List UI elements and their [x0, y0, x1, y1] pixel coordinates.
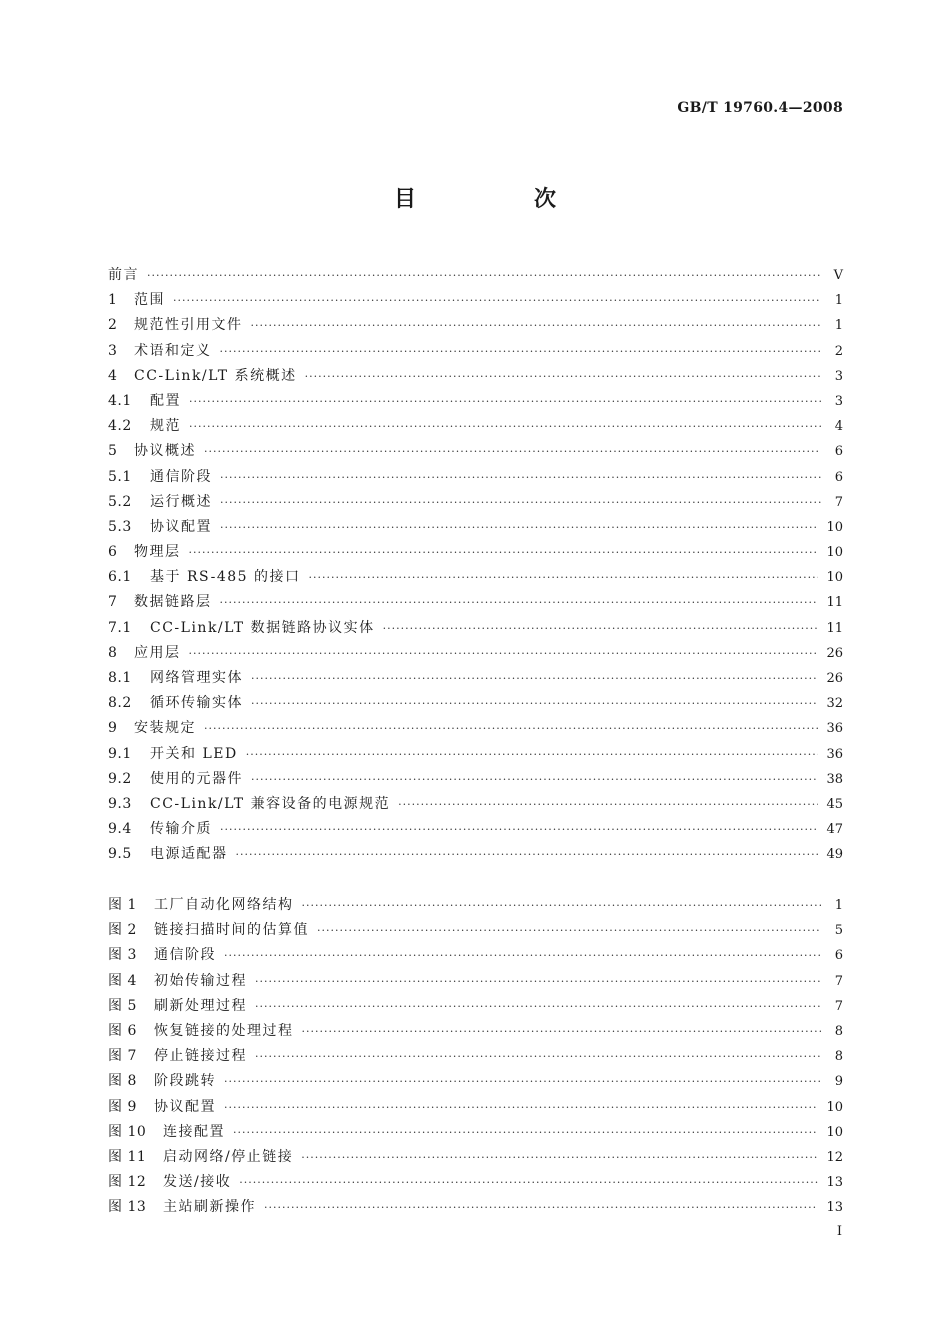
toc-entry[interactable] — [108, 667, 843, 692]
toc-entry-title: CC-Link/LT 兼容设备的电源规范 — [150, 795, 391, 812]
toc-figure-entry[interactable] — [108, 1121, 843, 1146]
toc-entry-title: 网络管理实体 — [150, 670, 243, 686]
toc-leader-dots — [189, 546, 819, 559]
toc-entry-title: 刷新处理过程 — [154, 997, 247, 1014]
toc-entry-number: 9.1 — [108, 745, 132, 762]
page-title: 目 次 — [393, 186, 604, 212]
toc-leader-dots — [251, 672, 818, 685]
toc-figure-entry[interactable] — [108, 1171, 843, 1196]
toc-entry-page: 9 — [834, 1074, 843, 1090]
toc-entry-number: 图 13 — [108, 1199, 147, 1216]
toc-leader-dots — [255, 975, 821, 988]
standard-code: GB/T 19760.4—2008 — [677, 100, 843, 116]
toc-entry-page: 11 — [826, 620, 843, 636]
toc-entry-title: 安装规定 — [134, 720, 196, 737]
toc-figure-entry[interactable] — [108, 1020, 843, 1045]
toc-entry-page: 13 — [826, 1175, 843, 1191]
toc-entry-number: 7.1 — [108, 619, 132, 636]
toc-entry-page: 10 — [826, 519, 843, 535]
toc-entry[interactable] — [108, 466, 843, 491]
toc-entry-number: 5.3 — [108, 518, 132, 535]
toc-leader-dots — [239, 1176, 818, 1189]
toc-entry[interactable] — [108, 818, 843, 843]
toc-entry[interactable] — [108, 743, 843, 768]
toc-entry-number: 图 4 — [108, 972, 137, 989]
toc-entry-page: 26 — [826, 645, 843, 661]
toc-leader-dots — [220, 345, 822, 358]
toc-entry[interactable] — [108, 340, 843, 365]
toc-entry-page: 49 — [826, 847, 843, 863]
toc-leader-dots — [264, 1201, 818, 1214]
toc-entry-page: 3 — [834, 393, 843, 409]
toc-entry-number: 5.1 — [108, 468, 132, 485]
toc-entry-number: 图 2 — [108, 922, 137, 939]
toc-entry-page: 6 — [834, 469, 843, 485]
toc-entry-number: 6.1 — [108, 569, 132, 586]
toc-entry[interactable] — [108, 566, 843, 591]
toc-entry-title: 使用的元器件 — [150, 770, 243, 787]
toc-entry[interactable] — [108, 591, 843, 616]
toc-entry-page: 1 — [834, 293, 843, 309]
toc-entry-title: 范围 — [134, 292, 165, 309]
toc-entry-title: 阶段跳转 — [154, 1073, 216, 1090]
toc-entry-title: 术语和定义 — [134, 342, 212, 359]
toc-leader-dots — [383, 622, 819, 635]
toc-entry-page: 8 — [834, 1049, 843, 1065]
toc-entry[interactable] — [108, 692, 843, 717]
toc-entry-number: 图 7 — [108, 1048, 137, 1065]
toc-entry-title: 链接扫描时间的估算值 — [154, 922, 309, 939]
toc-entry-number: 图 11 — [108, 1148, 147, 1165]
toc-leader-dots — [302, 1025, 822, 1038]
toc-entry-title: 连接配置 — [163, 1123, 225, 1140]
toc-entry-page: 45 — [826, 796, 843, 812]
toc-entry-page: 26 — [826, 671, 843, 686]
toc-entry-number: 4.1 — [108, 392, 132, 409]
toc-leader-dots — [246, 748, 819, 761]
toc-leader-dots — [302, 899, 822, 912]
toc-leader-dots — [173, 294, 821, 307]
toc-figure-entry[interactable] — [108, 1196, 843, 1221]
toc-entry-title: 初始传输过程 — [154, 972, 247, 989]
toc-entry-page: 1 — [834, 318, 843, 334]
toc-entry-title: 开关和 LED — [150, 745, 238, 762]
toc-entry[interactable] — [108, 768, 843, 793]
toc-entry-number: 图 10 — [108, 1123, 147, 1140]
toc-entry-title: 应用层 — [134, 644, 181, 661]
page-number: I — [836, 1224, 842, 1239]
toc-entry-title: 运行概述 — [150, 493, 212, 510]
toc-entry-number: 图 1 — [108, 897, 137, 913]
toc-entry[interactable] — [108, 642, 843, 667]
toc-entry-page: 3 — [834, 368, 843, 384]
toc-entry-title: 协议概述 — [134, 443, 196, 460]
toc-entry-title: 循环传输实体 — [150, 695, 243, 712]
toc-entry-number: 图 9 — [108, 1098, 137, 1115]
toc-leader-dots — [236, 848, 819, 861]
toc-entry[interactable] — [108, 617, 843, 642]
toc-entry-page: 13 — [826, 1200, 843, 1216]
toc-entry-page: 1 — [834, 898, 843, 913]
toc-entry-number: 1 — [108, 292, 118, 309]
toc-entry-number: 8.1 — [108, 670, 132, 686]
toc-leader-dots — [305, 370, 821, 383]
toc-leader-dots — [251, 773, 818, 786]
toc-entry-title: 物理层 — [134, 544, 181, 561]
toc-leader-dots — [301, 1151, 818, 1164]
toc-entry-number: 9.5 — [108, 846, 132, 863]
toc-entry-title: 配置 — [150, 392, 181, 409]
toc-entry-page: 32 — [826, 696, 843, 712]
toc-leader-dots — [220, 471, 821, 484]
toc-entry-title: 恢复链接的处理过程 — [154, 1022, 294, 1039]
toc-entry-number: 9.3 — [108, 795, 132, 812]
toc-leader-dots — [204, 722, 818, 735]
toc-entry-number: 9.2 — [108, 770, 132, 787]
toc-leader-dots — [224, 1075, 821, 1088]
toc-entry-number: 5 — [108, 443, 118, 460]
toc-leader-dots — [224, 949, 821, 962]
toc-entry-page: 10 — [826, 1124, 843, 1140]
toc-leader-dots — [398, 798, 818, 811]
toc-entry-title: 协议配置 — [150, 518, 212, 535]
toc-entry[interactable] — [108, 289, 843, 314]
toc-entry-page: V — [833, 268, 843, 283]
toc-entry-page: 10 — [826, 570, 843, 586]
toc-entry-title: 前言 — [108, 267, 139, 283]
toc-entry[interactable] — [108, 516, 843, 541]
toc-figure-entry[interactable] — [108, 919, 843, 944]
toc-entry-title: CC-Link/LT 系统概述 — [134, 367, 297, 384]
toc-leader-dots — [189, 395, 821, 408]
toc-leader-dots — [224, 1101, 818, 1114]
toc-leader-dots — [189, 647, 819, 660]
toc-entry-page: 7 — [834, 998, 843, 1014]
toc-entry-number: 5.2 — [108, 493, 132, 510]
toc-entry-page: 10 — [826, 545, 843, 561]
toc-entry[interactable] — [108, 717, 843, 742]
toc-entry-number: 4 — [108, 367, 118, 384]
toc-entry-number: 6 — [108, 544, 118, 561]
toc-entry[interactable] — [108, 440, 843, 465]
toc-entry-title: 通信阶段 — [150, 468, 212, 485]
toc-entry-page: 6 — [834, 948, 843, 964]
toc-leader-dots — [309, 571, 819, 584]
toc-entry-title: 数据链路层 — [134, 594, 212, 611]
toc-entry[interactable] — [108, 793, 843, 818]
toc-entry-number: 4.2 — [108, 418, 132, 435]
toc-leader-dots — [255, 1000, 821, 1013]
toc-entry[interactable] — [108, 314, 843, 339]
toc-entry-title: 工厂自动化网络结构 — [154, 897, 294, 913]
toc-leader-dots — [220, 823, 818, 836]
toc-entry-number: 图 3 — [108, 947, 137, 964]
toc-entry-title: 启动网络/停止链接 — [163, 1148, 294, 1165]
toc-entry-title: 电源适配器 — [150, 846, 228, 863]
toc-leader-dots — [204, 445, 821, 458]
toc-leader-dots — [251, 319, 822, 332]
toc-entry-title: 发送/接收 — [163, 1174, 232, 1191]
toc-figure-entry[interactable] — [108, 1045, 843, 1070]
toc-figure-entry[interactable] — [108, 1096, 843, 1121]
toc-entry-page: 7 — [834, 494, 843, 510]
toc-entry-title: CC-Link/LT 数据链路协议实体 — [150, 619, 375, 636]
toc-entry-page: 10 — [826, 1099, 843, 1115]
toc-leader-dots — [220, 521, 818, 534]
toc-entry-page: 36 — [826, 746, 843, 762]
toc-entry-number: 图 5 — [108, 997, 137, 1014]
toc-entry-page: 47 — [826, 822, 843, 838]
toc-figure-entry[interactable] — [108, 894, 843, 919]
toc-entry-page: 11 — [826, 595, 843, 611]
toc-figure-entry[interactable] — [108, 944, 843, 969]
toc-entry-page: 4 — [834, 419, 843, 435]
toc-entry-title: 主站刷新操作 — [163, 1199, 256, 1216]
toc-leader-dots — [317, 924, 821, 937]
toc-leader-dots — [189, 420, 821, 433]
toc-entry-title: 传输介质 — [150, 821, 212, 838]
toc-leader-dots — [233, 1126, 818, 1139]
toc-entry[interactable] — [108, 415, 843, 440]
toc-entry-number: 8.2 — [108, 695, 132, 712]
toc-entry-page: 7 — [834, 973, 843, 989]
toc-leader-dots — [251, 697, 818, 710]
toc-entry-number: 9 — [108, 720, 118, 737]
toc-entry-page: 8 — [834, 1023, 843, 1039]
toc-entry-page: 12 — [826, 1149, 843, 1165]
toc-entry[interactable] — [108, 264, 843, 289]
toc-entry[interactable] — [108, 491, 843, 516]
toc-leader-dots — [147, 269, 821, 282]
toc-entry-title: 规范性引用文件 — [134, 317, 243, 334]
toc-leader-dots — [220, 496, 821, 509]
toc-entry[interactable] — [108, 843, 843, 868]
toc-entry-title: 协议配置 — [154, 1098, 216, 1115]
toc-entry-title: 停止链接过程 — [154, 1048, 247, 1065]
toc-figure-entry[interactable] — [108, 1070, 843, 1095]
toc-figure-entry[interactable] — [108, 1146, 843, 1171]
toc-entry-page: 5 — [834, 923, 843, 939]
toc-entry-number: 9.4 — [108, 821, 132, 838]
toc-leader-dots — [220, 596, 819, 609]
toc-entry-number: 8 — [108, 644, 118, 661]
toc-entry-page: 36 — [826, 721, 843, 737]
toc-entry[interactable] — [108, 365, 843, 390]
toc-entry[interactable] — [108, 390, 843, 415]
toc-sections-list — [108, 264, 843, 869]
toc-entry[interactable] — [108, 541, 843, 566]
toc-leader-dots — [255, 1050, 821, 1063]
toc-entry-title: 规范 — [150, 418, 181, 435]
toc-entry-number: 图 8 — [108, 1073, 137, 1090]
toc-entry-number: 2 — [108, 317, 118, 334]
toc-entry-number: 图 12 — [108, 1174, 147, 1191]
toc-entry-page: 38 — [826, 771, 843, 787]
toc-figures-list — [108, 894, 843, 1221]
toc-entry-page: 2 — [834, 343, 843, 359]
toc-figure-entry[interactable] — [108, 970, 843, 995]
toc-entry-number: 3 — [108, 342, 118, 359]
toc-entry-number: 7 — [108, 594, 118, 611]
toc-figure-entry[interactable] — [108, 995, 843, 1020]
toc-entry-number: 图 6 — [108, 1022, 137, 1039]
toc-entry-title: 通信阶段 — [154, 947, 216, 964]
toc-entry-title: 基于 RS-485 的接口 — [150, 569, 301, 586]
toc-entry-page: 6 — [834, 444, 843, 460]
